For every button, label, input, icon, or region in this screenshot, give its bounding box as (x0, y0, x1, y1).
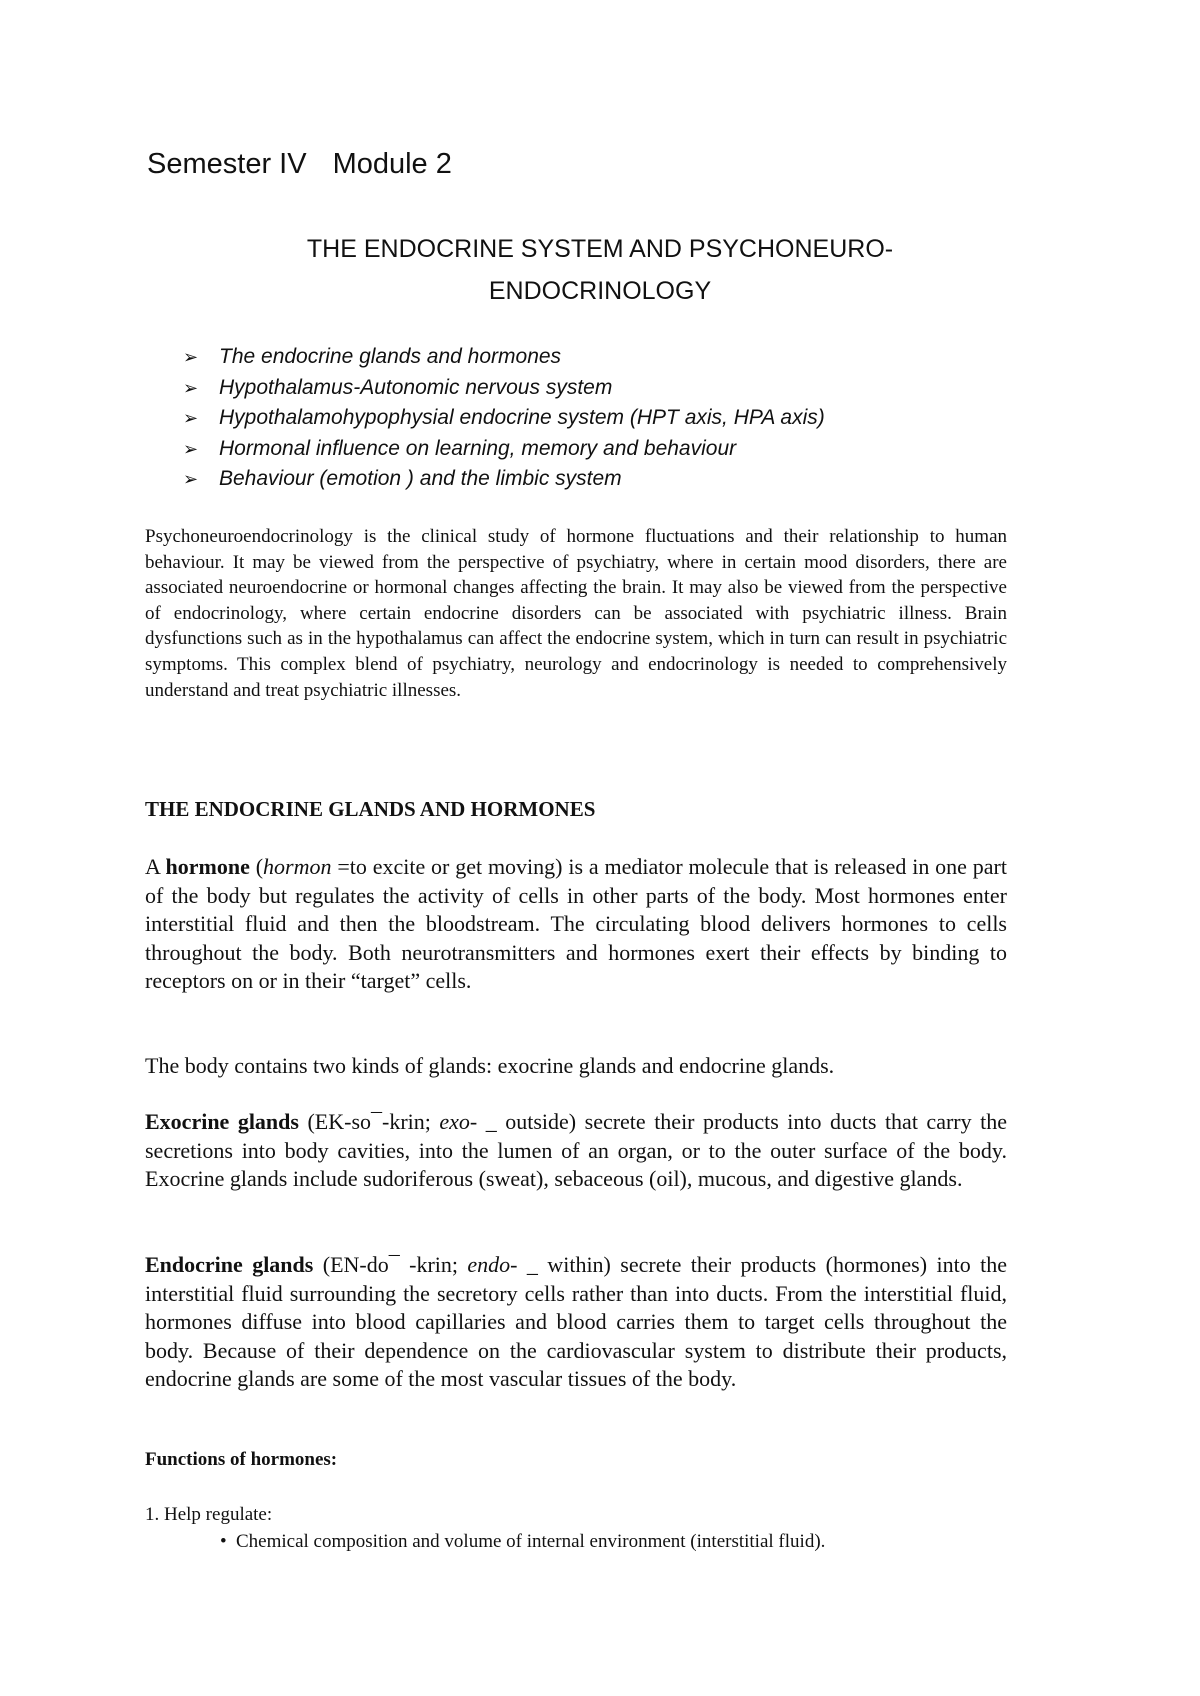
regulate-item: 1. Help regulate: (145, 1504, 273, 1525)
hormone-paragraph: A hormone (hormon =to excite or get moving) is a mediator molecule that is released in one part of the body but regulates the activity of cells in other parts of the body. Most hormones enter interstitial fluid and then the bloodstream. The circulating blood delivers hormones to cells throughout the body. Both neurotransmitters and hormones exert their effects by binding to receptors on or in their “target” cells. (145, 854, 1007, 994)
functions-heading: Functions of hormones: (145, 1449, 338, 1470)
exocrine-paragraph: Exocrine glands (EK-so¯-krin; exo- _ outside) secrete their products into ducts that carry the secretions into body cavities, into the lumen of an organ, or to the outer surface of the body. Exocrine glands include sudoriferous (sweat), sebaceous (oil), mucous, and digestive glands. (145, 1109, 1007, 1192)
bullet-dot-icon: • (220, 1531, 227, 1552)
glands-intro-paragraph: The body contains two kinds of glands: exocrine glands and endocrine glands. (145, 1053, 835, 1078)
course-header (147, 148, 452, 181)
topic-item: ➢ Hormonal influence on learning, memory and behaviour (183, 434, 825, 465)
endocrine-term: Endocrine glands (145, 1252, 314, 1277)
arrow-bullet-icon: ➢ (183, 377, 199, 398)
topic-item: ➢ Hypothalamohypophysial endocrine system (HPT axis, HPA axis) (183, 403, 825, 434)
topic-item: ➢ The endocrine glands and hormones (183, 342, 825, 373)
section-heading: THE ENDOCRINE GLANDS AND HORMONES (145, 797, 596, 821)
arrow-bullet-icon: ➢ (183, 408, 199, 428)
arrow-bullet-icon: ➢ (183, 438, 199, 459)
module-label: Module 2 (332, 148, 452, 180)
arrow-bullet-icon: ➢ (183, 347, 199, 367)
topic-item: ➢ Behaviour (emotion ) and the limbic system (183, 464, 825, 495)
hormone-term: hormone (165, 854, 250, 879)
exocrine-term: Exocrine glands (145, 1109, 299, 1134)
document-title (0, 228, 1200, 312)
arrow-bullet-icon: ➢ (183, 469, 199, 489)
endocrine-paragraph: Endocrine glands (EN-do¯ -krin; endo- _ within) secrete their products (hormones) into the interstitial fluid surrounding the secretory cells rather than into ducts. From the interstitial fluid, hormones diffuse into blood capillaries and blood carries them to target cells throughout the body. Because of their dependence on the cardiovascular system to distribute their products, endocrine glands are some of the most vascular tissues of the body. (145, 1252, 1007, 1392)
semester-label: Semester IV (147, 148, 307, 180)
title-line-2: ENDOCRINOLOGY (488, 277, 712, 305)
topic-list (183, 342, 825, 495)
intro-paragraph: Psychoneuroendocrinology is the clinical study of hormone fluctuations and their relationship to human behaviour. It may be viewed from the perspective of psychiatry, where in certain mood disorders, there are associated neuroendocrine or hormonal changes affecting the brain. It may also be viewed from the perspective of endocrinology, where certain endocrine disorders can be associated with psychiatric illness. Brain dysfunctions such as in the hypothalamus can affect the endocrine system, which in turn can result in psychiatric symptoms. This complex blend of psychiatry, neurology and endocrinology is needed to comprehensively understand and treat psychiatric illnesses. (145, 526, 1007, 701)
title-line-1: THE ENDOCRINE SYSTEM AND PSYCHONEURO- (306, 235, 894, 263)
bullet-item: • Chemical composition and volume of internal environment (interstitial fluid). (220, 1531, 826, 1552)
topic-item: ➢ Hypothalamus-Autonomic nervous system (183, 373, 825, 404)
